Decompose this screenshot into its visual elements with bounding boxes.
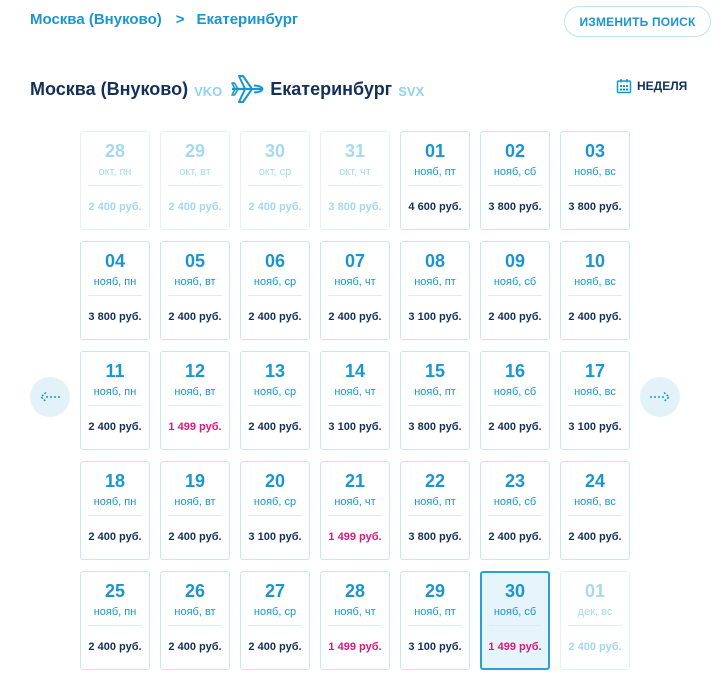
day-number: 06 (264, 251, 286, 271)
day-number: 21 (344, 471, 366, 491)
fare-price: 2 400 руб. (568, 311, 622, 323)
calendar-day-cell[interactable] (560, 461, 630, 560)
day-number: 29 (424, 581, 446, 601)
day-month-weekday: окт, пн (98, 166, 132, 178)
cell-divider (168, 185, 222, 186)
day-number: 04 (104, 251, 126, 271)
fare-price: 3 100 руб. (408, 641, 462, 653)
week-view-toggle[interactable] (616, 78, 687, 94)
calendar-day-cell[interactable] (400, 571, 470, 670)
day-number: 14 (344, 361, 366, 381)
fare-price: 1 499 руб. (168, 421, 222, 433)
day-number: 05 (184, 251, 206, 271)
fare-price: 2 400 руб. (168, 311, 222, 323)
day-month-weekday: нояб, пт (414, 166, 456, 178)
fare-price: 3 800 руб. (568, 201, 622, 213)
day-number: 19 (184, 471, 206, 491)
fare-price: 2 400 руб. (88, 641, 142, 653)
fare-price: 2 400 руб. (328, 311, 382, 323)
day-number: 01 (584, 581, 606, 601)
fare-price: 3 100 руб. (568, 421, 622, 433)
fare-price: 2 400 руб. (248, 311, 302, 323)
calendar-day-cell[interactable] (240, 131, 310, 230)
fare-price: 3 800 руб. (88, 311, 142, 323)
cell-divider (168, 295, 222, 296)
fare-price: 1 499 руб. (328, 641, 382, 653)
change-search-button[interactable]: ИЗМЕНИТЬ ПОИСК (564, 6, 711, 37)
cell-divider (328, 185, 382, 186)
day-number: 12 (184, 361, 206, 381)
day-month-weekday: нояб, вт (174, 606, 216, 618)
fare-price: 2 400 руб. (248, 201, 302, 213)
calendar-day-cell[interactable] (560, 351, 630, 450)
calendar-day-cell[interactable] (480, 461, 550, 560)
cell-divider (568, 295, 622, 296)
breadcrumb-origin-link[interactable]: Москва (Внуково) (30, 11, 162, 28)
cell-divider (489, 625, 541, 626)
fare-price: 2 400 руб. (568, 531, 622, 543)
origin-city: Москва (Внуково) (30, 78, 189, 99)
previous-week-button[interactable] (30, 377, 70, 417)
calendar-day-cell[interactable] (80, 241, 150, 340)
calendar-day-cell[interactable] (320, 571, 390, 670)
calendar-day-cell[interactable] (80, 131, 150, 230)
cell-divider (248, 185, 302, 186)
cell-divider (328, 295, 382, 296)
fare-price: 2 400 руб. (88, 531, 142, 543)
calendar-day-cell[interactable] (480, 351, 550, 450)
day-month-weekday: нояб, чт (334, 496, 376, 508)
day-month-weekday: нояб, сб (493, 496, 537, 508)
day-month-weekday: нояб, вт (174, 386, 216, 398)
day-month-weekday: нояб, пн (93, 276, 137, 288)
calendar-day-cell[interactable] (480, 131, 550, 230)
day-month-weekday: окт, вт (179, 166, 211, 178)
day-month-weekday: нояб, ср (253, 606, 297, 618)
arrow-right-icon (649, 391, 671, 403)
fare-price: 3 100 руб. (408, 311, 462, 323)
calendar-day-cell[interactable] (240, 461, 310, 560)
cell-divider (168, 625, 222, 626)
cell-divider (168, 515, 222, 516)
cell-divider (328, 515, 382, 516)
week-label: НЕДЕЛЯ (637, 79, 688, 93)
cell-divider (488, 185, 542, 186)
cell-divider (408, 295, 462, 296)
day-month-weekday: нояб, сб (493, 166, 537, 178)
day-number: 28 (344, 581, 366, 601)
cell-divider (488, 405, 542, 406)
day-month-weekday: нояб, вт (174, 276, 216, 288)
day-month-weekday: нояб, пн (93, 386, 137, 398)
cell-divider (488, 295, 542, 296)
cell-divider (248, 405, 302, 406)
calendar-icon (616, 78, 632, 94)
day-number: 17 (584, 361, 606, 381)
calendar-day-cell[interactable] (320, 241, 390, 340)
day-number: 08 (424, 251, 446, 271)
day-number: 02 (504, 141, 526, 161)
fare-price: 4 600 руб. (408, 201, 462, 213)
origin-code: VKO (194, 83, 223, 99)
day-month-weekday: нояб, пн (93, 606, 137, 618)
day-number: 24 (584, 471, 606, 491)
day-month-weekday: нояб, сб (493, 606, 537, 618)
next-week-button[interactable] (640, 377, 680, 417)
cell-divider (408, 185, 462, 186)
cell-divider (408, 405, 462, 406)
day-number: 18 (104, 471, 126, 491)
day-month-weekday: нояб, пт (414, 606, 456, 618)
cell-divider (568, 515, 622, 516)
fare-price: 2 400 руб. (248, 421, 302, 433)
calendar-day-cell[interactable] (320, 461, 390, 560)
day-number: 20 (264, 471, 286, 491)
calendar-day-cell[interactable] (240, 241, 310, 340)
day-month-weekday: окт, ср (258, 166, 292, 178)
calendar-day-cell[interactable] (400, 461, 470, 560)
calendar-day-cell[interactable] (560, 131, 630, 230)
day-month-weekday: нояб, вс (574, 166, 616, 178)
calendar-day-cell[interactable] (320, 351, 390, 450)
day-month-weekday: нояб, сб (493, 276, 537, 288)
cell-divider (328, 405, 382, 406)
calendar-day-cell[interactable] (80, 461, 150, 560)
cell-divider (88, 185, 142, 186)
calendar-day-cell[interactable] (240, 571, 310, 670)
cell-divider (408, 515, 462, 516)
fare-price: 1 499 руб. (328, 531, 382, 543)
calendar-day-cell[interactable] (480, 241, 550, 340)
day-number: 26 (184, 581, 206, 601)
day-number: 11 (105, 361, 125, 381)
day-month-weekday: нояб, пн (93, 496, 137, 508)
calendar-day-cell[interactable] (160, 571, 230, 670)
day-month-weekday: нояб, чт (334, 386, 376, 398)
day-number: 09 (504, 251, 526, 271)
day-number: 31 (344, 141, 366, 161)
calendar-day-cell[interactable] (160, 131, 230, 230)
day-number: 15 (424, 361, 446, 381)
fare-price: 3 800 руб. (408, 531, 462, 543)
day-month-weekday: нояб, пт (414, 386, 456, 398)
fare-calendar-grid (80, 131, 630, 670)
cell-divider (248, 625, 302, 626)
day-month-weekday: нояб, вс (574, 496, 616, 508)
day-number: 16 (504, 361, 526, 381)
calendar-day-cell[interactable] (80, 351, 150, 450)
cell-divider (88, 515, 142, 516)
day-number: 30 (264, 141, 286, 161)
fare-price: 2 400 руб. (88, 421, 142, 433)
fare-price: 3 100 руб. (248, 531, 302, 543)
cell-divider (88, 295, 142, 296)
calendar-day-cell[interactable] (400, 131, 470, 230)
cell-divider (88, 405, 142, 406)
day-number: 10 (584, 251, 606, 271)
day-month-weekday: нояб, ср (253, 386, 297, 398)
route-header (30, 74, 424, 104)
calendar-day-cell[interactable] (400, 241, 470, 340)
cell-divider (488, 515, 542, 516)
day-month-weekday: дек, вс (577, 606, 613, 618)
day-number: 07 (344, 251, 366, 271)
calendar-day-cell[interactable] (320, 131, 390, 230)
cell-divider (248, 295, 302, 296)
airplane-icon (230, 74, 264, 104)
calendar-day-cell[interactable] (560, 571, 630, 670)
day-number: 28 (104, 141, 126, 161)
calendar-day-cell[interactable] (80, 571, 150, 670)
calendar-day-cell[interactable] (560, 241, 630, 340)
cell-divider (248, 515, 302, 516)
day-number: 03 (584, 141, 606, 161)
destination-city: Екатеринбург (270, 78, 393, 99)
fare-price: 2 400 руб. (488, 421, 542, 433)
destination-code: SVX (398, 83, 425, 99)
day-month-weekday: нояб, ср (253, 276, 297, 288)
day-number: 01 (424, 141, 446, 161)
cell-divider (568, 625, 622, 626)
fare-price: 3 800 руб. (488, 201, 542, 213)
day-month-weekday: нояб, сб (493, 386, 537, 398)
fare-price: 3 800 руб. (408, 421, 462, 433)
day-month-weekday: нояб, чт (334, 276, 376, 288)
breadcrumb (30, 11, 298, 28)
fare-price: 3 100 руб. (328, 421, 382, 433)
fare-price: 3 800 руб. (328, 201, 382, 213)
fare-price: 2 400 руб. (168, 531, 222, 543)
calendar-day-cell[interactable] (400, 351, 470, 450)
day-number: 23 (504, 471, 526, 491)
day-number: 22 (424, 471, 446, 491)
day-month-weekday: нояб, чт (334, 606, 376, 618)
calendar-day-cell[interactable] (240, 351, 310, 450)
breadcrumb-separator: > (175, 11, 185, 28)
breadcrumb-destination-link[interactable]: Екатеринбург (196, 11, 299, 28)
fare-price: 2 400 руб. (488, 531, 542, 543)
day-month-weekday: нояб, пт (414, 276, 456, 288)
calendar-day-cell[interactable] (160, 351, 230, 450)
cell-divider (88, 625, 142, 626)
day-number: 29 (184, 141, 206, 161)
day-month-weekday: нояб, ср (253, 496, 297, 508)
fare-price: 2 400 руб. (168, 641, 222, 653)
arrow-left-icon (39, 391, 61, 403)
fare-price: 2 400 руб. (568, 641, 622, 653)
day-month-weekday: нояб, вс (574, 386, 616, 398)
cell-divider (568, 405, 622, 406)
day-number: 30 (504, 581, 526, 601)
fare-price: 2 400 руб. (488, 311, 542, 323)
calendar-day-cell[interactable] (160, 241, 230, 340)
fare-price: 2 400 руб. (248, 641, 302, 653)
day-month-weekday: окт, чт (339, 166, 371, 178)
cell-divider (328, 625, 382, 626)
calendar-day-cell[interactable] (160, 461, 230, 560)
day-number: 13 (264, 361, 286, 381)
day-month-weekday: нояб, вт (174, 496, 216, 508)
cell-divider (408, 625, 462, 626)
day-month-weekday: нояб, вс (574, 276, 616, 288)
day-number: 27 (264, 581, 286, 601)
fare-price: 2 400 руб. (88, 201, 142, 213)
day-number: 25 (104, 581, 126, 601)
fare-price: 2 400 руб. (168, 201, 222, 213)
cell-divider (568, 185, 622, 186)
day-month-weekday: нояб, пт (414, 496, 456, 508)
fare-price: 1 499 руб. (488, 641, 542, 653)
cell-divider (168, 405, 222, 406)
calendar-day-cell[interactable] (480, 571, 550, 670)
